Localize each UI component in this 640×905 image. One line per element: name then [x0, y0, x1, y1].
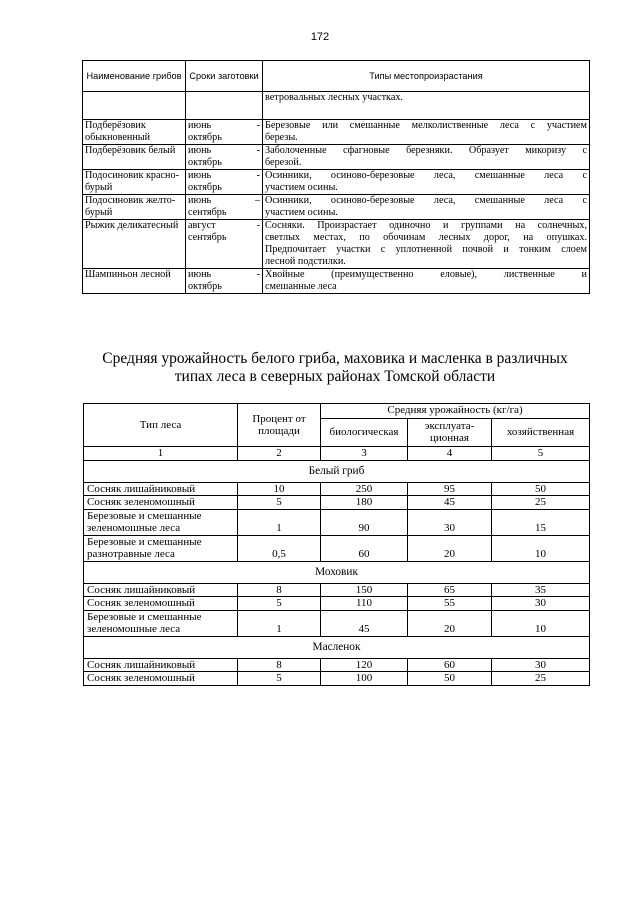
forest-type: Сосняк зеленомошный [84, 597, 238, 611]
section-title: Белый гриб [84, 460, 590, 482]
season-to: сентябрь [188, 207, 227, 218]
table-row [83, 120, 590, 145]
season-dash: – [254, 195, 260, 206]
yield-economic: 35 [492, 583, 590, 597]
harvest-season [186, 170, 263, 195]
mushroom-name: Рыжик деликатесный [83, 220, 186, 269]
season-start-line [188, 220, 260, 232]
habitat-line: лесной подстилки. [265, 256, 346, 267]
forest-type: Сосняк зеленомошный [84, 672, 238, 686]
yield-table [83, 403, 590, 686]
table-row [84, 535, 590, 561]
header-habitat-type: Типы местопроизрастания [263, 61, 590, 92]
forest-type: Сосняк зеленомошный [84, 496, 238, 510]
season-from: июнь [188, 269, 212, 280]
yield-biological: 45 [321, 610, 408, 636]
yield-operational: 20 [408, 535, 492, 561]
header-area-percent: Процент от площади [238, 404, 321, 447]
season-range [188, 120, 260, 144]
season-from: август [188, 220, 216, 231]
caption-line: Средняя урожайность белого гриба, маховика и масленка в различных [102, 350, 568, 367]
yield-economic: 15 [492, 509, 590, 535]
section-title: Моховик [84, 561, 590, 583]
habitat-line: березой. [265, 157, 302, 168]
table-row [84, 482, 590, 496]
habitat-line: Предпочитает участки с уплотненной почвой и тонким слоем [265, 244, 587, 255]
yield-operational: 45 [408, 496, 492, 510]
mushroom-habitat-table [82, 60, 590, 294]
column-number-row [84, 447, 590, 461]
table-row [83, 145, 590, 170]
table-row [83, 195, 590, 220]
yield-biological: 110 [321, 597, 408, 611]
yield-biological: 180 [321, 496, 408, 510]
forest-type: Сосняк лишайниковый [84, 658, 238, 672]
continuation-row [83, 92, 590, 120]
yield-economic: 30 [492, 658, 590, 672]
forest-type: Березовые и смешанные зеленомошные леса [84, 610, 238, 636]
habitat-description [263, 195, 590, 220]
yield-biological: 60 [321, 535, 408, 561]
season-dash: - [256, 269, 260, 280]
area-percent: 1 [238, 610, 321, 636]
section-row [84, 636, 590, 658]
habitat-line: светлых местах, по обочинам лесных дорог, на опушках. [265, 232, 587, 243]
section-row [84, 460, 590, 482]
forest-type: Сосняк лишайниковый [84, 583, 238, 597]
habitat-description [263, 220, 590, 269]
table-row [84, 583, 590, 597]
yield-economic: 25 [492, 496, 590, 510]
habitat-line: Березовые или смешанные мелколиственные леса с участием [265, 120, 587, 131]
yield-biological: 120 [321, 658, 408, 672]
column-number: 1 [84, 447, 238, 461]
habitat-line: участием осины. [265, 182, 338, 193]
yield-economic: 50 [492, 482, 590, 496]
yield-operational: 50 [408, 672, 492, 686]
season-start-line [188, 269, 260, 281]
season-dash: - [256, 170, 260, 181]
area-percent: 5 [238, 672, 321, 686]
season-start-line [188, 120, 260, 132]
empty-cell [186, 92, 263, 120]
table-row [84, 509, 590, 535]
yield-economic: 25 [492, 672, 590, 686]
habitat-line: березы. [265, 132, 298, 143]
table-row [84, 496, 590, 510]
column-number: 5 [492, 447, 590, 461]
season-dash: - [256, 145, 260, 156]
season-range [188, 220, 260, 244]
yield-operational: 60 [408, 658, 492, 672]
mushroom-name: Подберёзовик обыкновенный [83, 120, 186, 145]
season-to: октябрь [188, 281, 222, 292]
column-number: 3 [321, 447, 408, 461]
yield-operational: 20 [408, 610, 492, 636]
yield-biological: 90 [321, 509, 408, 535]
season-start-line [188, 195, 260, 207]
season-dash: - [256, 220, 260, 231]
season-range [188, 145, 260, 169]
yield-operational: 30 [408, 509, 492, 535]
habitat-description [263, 170, 590, 195]
season-to: октябрь [188, 132, 222, 143]
yield-biological: 250 [321, 482, 408, 496]
table-header-row [83, 61, 590, 92]
harvest-season [186, 220, 263, 269]
yield-biological: 150 [321, 583, 408, 597]
habitat-line: Хвойные (преимущественно еловые), лиственные и [265, 269, 587, 280]
header-harvest-season: Сроки заготовки [186, 61, 263, 92]
season-start-line [188, 170, 260, 182]
season-from: июнь [188, 195, 212, 206]
harvest-season [186, 145, 263, 170]
header-economic: хозяйственная [492, 418, 590, 446]
empty-cell [83, 92, 186, 120]
mushroom-name: Шампиньон лесной [83, 269, 186, 294]
yield-operational: 95 [408, 482, 492, 496]
table-row [83, 269, 590, 294]
habitat-description [263, 269, 590, 294]
season-dash: - [256, 120, 260, 131]
habitat-line: Осинники, осиново-березовые леса, смешанные леса с [265, 170, 587, 181]
forest-type: Березовые и смешанные зеленомошные леса [84, 509, 238, 535]
harvest-season [186, 120, 263, 145]
yield-economic: 10 [492, 535, 590, 561]
section-title: Масленок [84, 636, 590, 658]
season-range [188, 269, 260, 293]
yield-operational: 65 [408, 583, 492, 597]
season-from: июнь [188, 170, 212, 181]
header-average-yield: Средняя урожайность (кг/га) [321, 404, 590, 419]
area-percent: 8 [238, 583, 321, 597]
header-biological: биологическая [321, 418, 408, 446]
yield-operational: 55 [408, 597, 492, 611]
area-percent: 10 [238, 482, 321, 496]
season-to: сентябрь [188, 232, 227, 243]
header-mushroom-name: Наименование грибов [83, 61, 186, 92]
page-number: 172 [310, 31, 330, 43]
habitat-line: смешанные леса [265, 281, 337, 292]
table-caption [0, 350, 640, 386]
caption-line: типах леса в северных районах Томской области [174, 368, 496, 385]
area-percent: 5 [238, 597, 321, 611]
area-percent: 1 [238, 509, 321, 535]
season-from: июнь [188, 120, 212, 131]
area-percent: 0,5 [238, 535, 321, 561]
habitat-line: Осинники, осиново-березовые леса, смешанные леса с [265, 195, 587, 206]
habitat-line: участием осины. [265, 207, 338, 218]
habitat-description [263, 145, 590, 170]
table-row [83, 170, 590, 195]
table-header-row [84, 404, 590, 419]
season-start-line [188, 145, 260, 157]
table-row [84, 610, 590, 636]
season-to: октябрь [188, 157, 222, 168]
continuation-text: ветровальных лесных участках. [263, 92, 590, 120]
season-range [188, 170, 260, 194]
habitat-description [263, 120, 590, 145]
mushroom-name: Подосиновик желто-бурый [83, 195, 186, 220]
forest-type: Сосняк лишайниковый [84, 482, 238, 496]
harvest-season [186, 195, 263, 220]
harvest-season [186, 269, 263, 294]
area-percent: 5 [238, 496, 321, 510]
table-row [84, 597, 590, 611]
yield-economic: 30 [492, 597, 590, 611]
habitat-line: Сосняки. Произрастает одиночно и группами на солнечных, [265, 220, 587, 231]
header-forest-type: Тип леса [84, 404, 238, 447]
yield-economic: 10 [492, 610, 590, 636]
season-to: октябрь [188, 182, 222, 193]
column-number: 4 [408, 447, 492, 461]
season-from: июнь [188, 145, 212, 156]
section-row [84, 561, 590, 583]
table-row [84, 672, 590, 686]
header-operational: эксплуата-ционная [408, 418, 492, 446]
table-row [84, 658, 590, 672]
season-range [188, 195, 260, 219]
column-number: 2 [238, 447, 321, 461]
forest-type: Березовые и смешанные разнотравные леса [84, 535, 238, 561]
table-row [83, 220, 590, 269]
yield-biological: 100 [321, 672, 408, 686]
mushroom-name: Подберёзовик белый [83, 145, 186, 170]
mushroom-name: Подосиновик красно-бурый [83, 170, 186, 195]
area-percent: 8 [238, 658, 321, 672]
habitat-line: Заболоченные сфагновые березняки. Образует микоризу с [265, 145, 587, 156]
